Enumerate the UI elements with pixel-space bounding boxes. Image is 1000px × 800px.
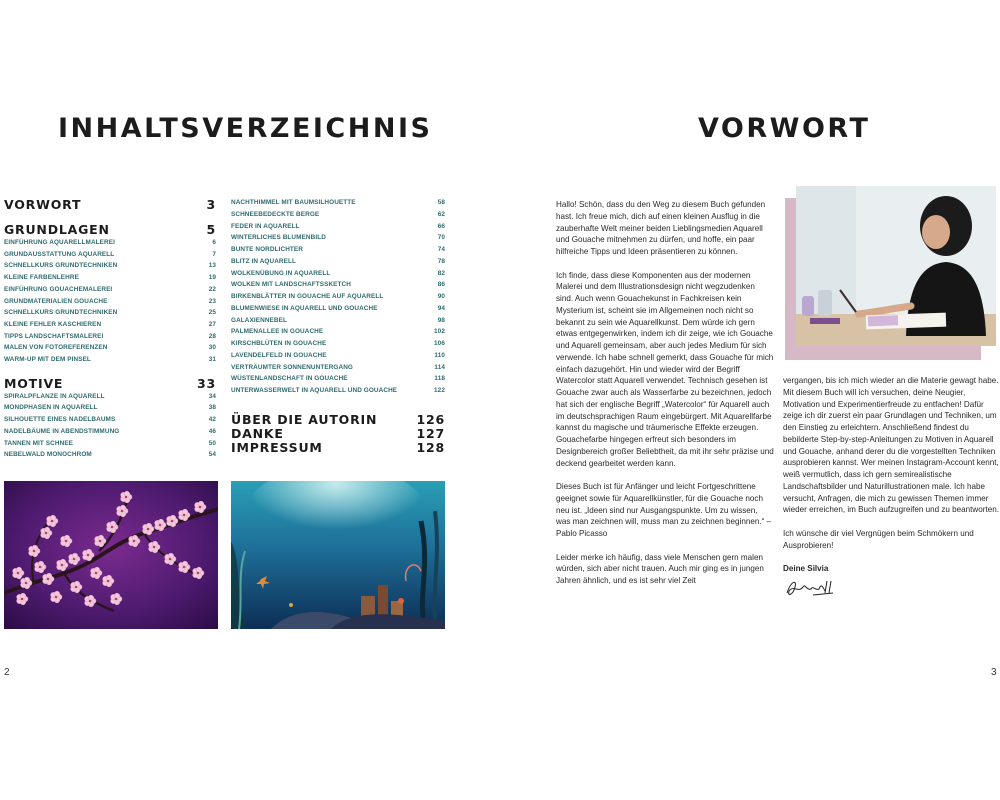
author-photo (796, 186, 996, 346)
entry-label: KLEINE FEHLER KASCHIEREN (4, 320, 102, 328)
entry-label: BLUMENWIESE IN AQUARELL UND GOUACHE (231, 304, 378, 312)
entry-label: NEBELWALD MONOCHROM (4, 451, 92, 459)
section-label: MOTIVE (4, 375, 64, 391)
toc-entry[interactable] (231, 362, 445, 374)
toc-entry[interactable] (4, 319, 216, 331)
right-page (500, 0, 1000, 800)
entry-page: 114 (434, 363, 445, 371)
entry-page: 50 (208, 439, 216, 447)
signoff-name: Deine Silvia (783, 564, 829, 573)
entry-page: 31 (208, 356, 216, 364)
foreword-heading: VORWORT (698, 113, 871, 144)
toc-entry[interactable] (231, 291, 445, 303)
toc-entry[interactable] (231, 326, 445, 338)
toc-section-title[interactable] (231, 413, 445, 427)
entry-page: 34 (208, 392, 216, 400)
toc-entry[interactable] (4, 414, 216, 426)
toc-section-title[interactable] (231, 441, 445, 455)
entry-page: 19 (208, 274, 216, 282)
entry-label: BUNTE NORDLICHTER (231, 246, 303, 253)
entry-label: WÜSTENLANDSCHAFT IN GOUACHE (231, 375, 348, 383)
toc-entry[interactable] (4, 249, 216, 261)
entry-page: 30 (208, 344, 216, 352)
toc-column-2 (231, 197, 445, 455)
toc-entry[interactable] (231, 244, 445, 256)
entry-label: BIRKENBLÄTTER IN GOUACHE AUF AQUARELL (231, 293, 384, 300)
entry-label: GALAXIENNEBEL (231, 316, 287, 324)
entry-page: 106 (434, 340, 445, 347)
entry-label: NADELBÄUME IN ABENDSTIMMUNG (4, 427, 120, 435)
toc-entry[interactable] (231, 256, 445, 268)
entry-label: SCHNELLKURS GRUNDTECHNIKEN (4, 309, 118, 317)
toc-entry[interactable] (4, 342, 216, 354)
entry-page: 13 (208, 262, 216, 270)
entry-page: 66 (437, 222, 445, 230)
entry-page: 27 (208, 320, 216, 328)
entry-label: WARM-UP MIT DEM PINSEL (4, 356, 91, 364)
section-page: 128 (416, 439, 445, 455)
section-label: VORWORT (4, 197, 82, 212)
foreword-paragraph: vergangen, bis ich mich wieder an die Materie gewagt habe. Mit diesem Buch will ich versuchen, deine Neugier, Motivation und Experimentierfreude zu entfachen! Dafür zeige ich dir zuerst ein paar Grundlagen und Techniken, um den Einstieg zu erleichtern. Anschließend findest du bebilderte Step-by-step-Anleitungen zu Motiven in Aquarell und Gouache, anhand derer du die vorgestellten Techniken ausprobieren kannst. Wer meinen Instagram-Account kennt, weiß vermutlich, dass ich gern semirealistische Landschaftsbilder und Naturillustrationen male. Ich habe versucht, Anfragen, die mich zu gewissen Themen immer wieder erreichen, im Buch aufzugreifen und zu beantworten. (783, 376, 999, 515)
toc-entry[interactable] (231, 221, 445, 233)
entry-label: TANNEN MIT SCHNEE (4, 439, 74, 447)
entry-label: NACHTHIMMEL MIT BAUMSILHOUETTE (231, 199, 356, 206)
toc-entry[interactable] (4, 391, 216, 403)
entry-label: KIRSCHBLÜTEN IN GOUACHE (231, 340, 327, 347)
toc-entry[interactable] (4, 296, 216, 308)
toc-section-vorwort (4, 197, 216, 212)
toc-extras (231, 413, 445, 455)
section-page: 5 (206, 222, 216, 237)
entry-label: TIPPS LANDSCHAFTSMALEREI (4, 332, 104, 340)
toc-entry[interactable] (4, 331, 216, 343)
toc-section-grundlagen (4, 222, 216, 366)
entry-page: 23 (208, 297, 216, 305)
entry-label: WOLKENÜBUNG IN AQUARELL (231, 269, 331, 277)
toc-entry[interactable] (4, 354, 216, 366)
toc-entry[interactable] (231, 373, 445, 385)
entry-page: 28 (208, 332, 216, 340)
signature-icon (783, 577, 843, 599)
entry-page: 38 (208, 404, 216, 412)
toc-entry[interactable] (231, 350, 445, 362)
entry-label: SCHNEEBEDECKTE BERGE (231, 210, 320, 218)
foreword-column-2 (783, 375, 999, 599)
entry-label: PALMENALLEE IN GOUACHE (231, 328, 324, 336)
section-label: DANKE (231, 425, 284, 441)
entry-page: 22 (208, 285, 216, 293)
section-label: ÜBER DIE AUTORIN (231, 411, 378, 427)
entry-label: EINFÜHRUNG GOUACHEMALEREI (4, 285, 113, 293)
entry-page: 122 (434, 387, 445, 394)
entry-page: 25 (208, 309, 216, 317)
page-number-left: 2 (4, 667, 10, 678)
section-page: 127 (416, 425, 445, 441)
entry-label: GRUNDAUSSTATTUNG AQUARELL (4, 250, 115, 258)
entry-page: 90 (437, 293, 445, 300)
toc-entry[interactable] (4, 260, 216, 272)
toc-heading: INHALTSVERZEICHNIS (58, 113, 433, 144)
entry-page: 6 (212, 239, 216, 246)
entry-page: 42 (208, 416, 216, 424)
entry-label: SPIRALPFLANZE IN AQUARELL (4, 392, 105, 400)
toc-entry[interactable] (231, 303, 445, 315)
section-label: GRUNDLAGEN (4, 222, 110, 237)
cherry-blossom-painting (4, 481, 218, 629)
toc-section-title[interactable] (4, 222, 216, 237)
foreword-paragraph: Leider merke ich häufig, dass viele Menschen gern malen würden, sich aber nicht trauen. Auch mir ging es in jungen Jahren ähnlich, und es ist sehr viel Zeit (556, 552, 764, 585)
entry-label: EINFÜHRUNG AQUARELLMALEREI (4, 239, 115, 246)
entry-label: UNTERWASSERWELT IN AQUARELL UND GOUACHE (231, 387, 398, 394)
toc-column-1 (4, 197, 216, 461)
toc-entry[interactable] (4, 284, 216, 296)
entry-page: 110 (434, 351, 445, 359)
toc-entry[interactable] (231, 385, 445, 397)
entry-page: 46 (208, 427, 216, 435)
entry-page: 82 (437, 269, 445, 277)
toc-entry[interactable] (231, 279, 445, 291)
entry-label: WINTERLICHES BLUMENBILD (231, 234, 326, 242)
entry-label: SILHOUETTE EINES NADELBAUMS (4, 416, 116, 424)
foreword-paragraph: Ich finde, dass diese Komponenten aus der modernen Malerei und dem Illustrationsdesign nicht wegzudenken sind. Auch wenn Gouachekunst in Fachkreisen kein Mysterium ist, scheint sie im Allgemeinen noch nicht so bekannt zu sein wie Aquarellkunst. Dem würde ich gern etwas entgegenwirken, indem ich dir zeige, wie ich Gouache und Aquarell gemeinsam, aber auch jedes Medium für sich verwende. Ich habe schnell gemerkt, dass Gouache für mich einfach dazugehört. Hin und wieder wird der Begriff Watercolor statt Aquarell verwendet. Technisch gesehen ist Gouache zwar auch als Wasserfarbe zu bezeichnen, jedoch hat sich der englische Begriff „Watercolor“ für Aquarell auch im deutschsprachigen Raum eingebürgert. Mit Aquarellfarbe kannst du magische und träumerische Effekte erzeugen. Gouachefarbe hingegen erfreut sich besonders im Designbereich großer Beliebtheit, da mit ihr sehr präzise und deckend gearbeitet werden kann. (556, 270, 774, 468)
entry-page: 118 (434, 375, 445, 383)
toc-entry[interactable] (4, 426, 216, 438)
entry-label: KLEINE FARBENLEHRE (4, 274, 79, 282)
toc-entry[interactable] (4, 237, 216, 249)
toc-entry[interactable] (231, 232, 445, 244)
entry-label: LAVENDELFELD IN GOUACHE (231, 351, 327, 359)
toc-entry[interactable] (4, 449, 216, 461)
section-page: 126 (416, 411, 445, 427)
entry-label: MALEN VON FOTOREFERENZEN (4, 344, 108, 352)
entry-page: 98 (437, 316, 445, 324)
underwater-painting (231, 481, 445, 629)
entry-page: 94 (437, 304, 445, 312)
toc-entry[interactable] (231, 209, 445, 221)
foreword-paragraph: Dieses Buch ist für Anfänger und leicht Fortgeschrittene geeignet sowie für Aquarellkünstler, für die Gouache noch neu ist. „Ideen sind nur Ausgangspunkte. Um zu wissen, was man zeichnen will, muss man zu zeichnen beginnen.“ – Pablo Picasso (556, 482, 772, 538)
entry-page: 78 (437, 257, 445, 265)
entry-label: FEDER IN AQUARELL (231, 222, 300, 230)
entry-page: 54 (208, 451, 216, 459)
entry-label: SCHNELLKURS GRUNDTECHNIKEN (4, 262, 118, 270)
section-page: 33 (197, 375, 216, 391)
foreword-paragraph: Ich wünsche dir viel Vergnügen beim Schmökern und Ausprobieren! (783, 528, 974, 550)
entry-label: GRUNDMATERIALIEN GOUACHE (4, 297, 108, 305)
toc-entry[interactable] (231, 197, 445, 209)
entry-label: WOLKEN MIT LANDSCHAFTSSKETCH (231, 281, 351, 289)
toc-section-title[interactable] (4, 197, 216, 212)
toc-section-title[interactable] (231, 427, 445, 441)
toc-entry[interactable] (231, 315, 445, 327)
entry-page: 70 (437, 234, 445, 242)
foreword-column-1 (556, 199, 774, 599)
toc-section-title[interactable] (4, 376, 216, 391)
toc-entry[interactable] (4, 307, 216, 319)
entry-page: 7 (212, 250, 216, 258)
entry-label: MONDPHASEN IN AQUARELL (4, 404, 98, 412)
entry-page: 62 (437, 210, 445, 218)
page-number-right: 3 (991, 667, 997, 678)
toc-entry[interactable] (4, 438, 216, 450)
toc-entry[interactable] (231, 268, 445, 280)
entry-page: 74 (437, 246, 445, 253)
foreword-paragraph: Hallo! Schön, dass du den Weg zu diesem Buch gefunden hast. Ich freue mich, dich auf einen kleinen Ausflug in die zauberhafte Welt meiner beiden Lieblingsmedien Aquarell und Gouache mitnehmen zu dürfen, und hoffe, ein paar hilfreiche Tipps und Ideen präsentieren zu können. (556, 200, 766, 256)
toc-section-motive (4, 376, 216, 461)
entry-page: 102 (434, 328, 445, 336)
toc-entry[interactable] (4, 402, 216, 414)
section-page: 3 (206, 197, 216, 212)
section-label: IMPRESSUM (231, 439, 323, 455)
toc-entry[interactable] (231, 338, 445, 350)
entry-label: BLITZ IN AQUARELL (231, 257, 297, 265)
entry-page: 58 (437, 199, 445, 206)
entry-label: VERTRÄUMTER SONNENUNTERGANG (231, 363, 353, 371)
entry-page: 86 (437, 281, 445, 289)
toc-entry[interactable] (4, 272, 216, 284)
